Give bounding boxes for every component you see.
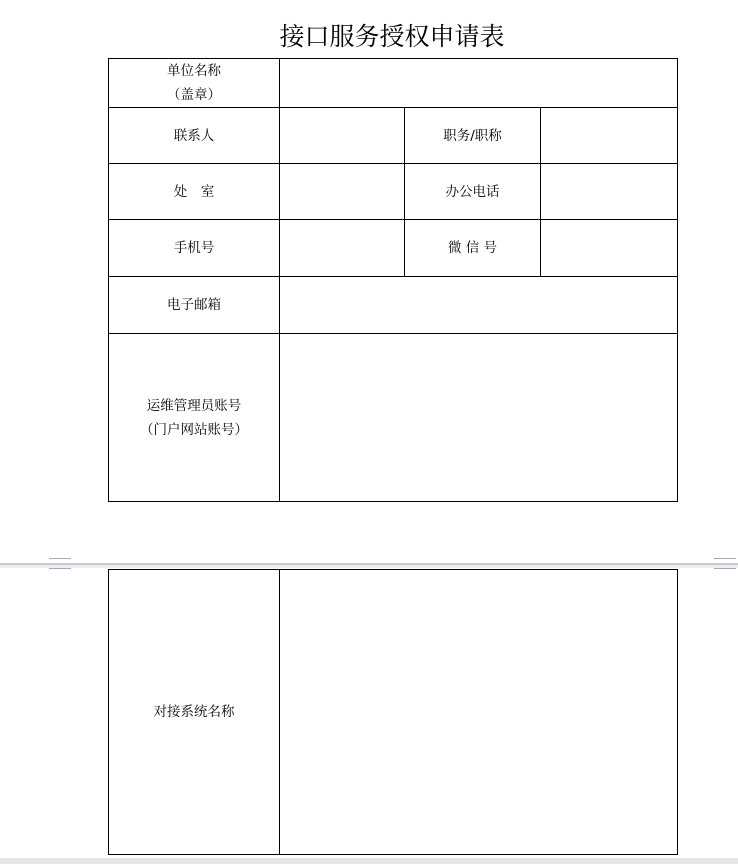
department-label: 处 室 (109, 164, 280, 220)
wechat-field[interactable] (541, 220, 678, 277)
row-mobile (109, 220, 678, 277)
unit-name-label (109, 59, 280, 108)
wechat-label: 微 信 号 (405, 220, 541, 277)
page-break-shadow (0, 565, 738, 568)
right-margin-marker (714, 558, 736, 569)
ops-admin-account-label-line1: 运维管理员账号 (146, 397, 242, 414)
page-bottom-edge (0, 858, 738, 864)
ops-admin-account-label-line2: （门户网站账号） (140, 421, 248, 438)
ops-admin-account-label (109, 334, 280, 502)
contact-person-label: 联系人 (109, 108, 280, 164)
application-form-table-continued (108, 569, 678, 855)
mobile-label: 手机号 (109, 220, 280, 277)
left-margin-marker (49, 558, 71, 569)
position-title-label: 职务/职称 (405, 108, 541, 164)
office-phone-field[interactable] (541, 164, 678, 220)
row-system-name (109, 570, 678, 855)
unit-name-label-line1: 单位名称 (167, 63, 221, 79)
department-field[interactable] (280, 164, 405, 220)
contact-person-field[interactable] (280, 108, 405, 164)
mobile-field[interactable] (280, 220, 405, 277)
email-label: 电子邮箱 (109, 277, 280, 334)
row-unit-name (109, 59, 678, 108)
row-email (109, 277, 678, 334)
row-ops-admin-account (109, 334, 678, 502)
row-contact (109, 108, 678, 164)
form-title: 接口服务授权申请表 (279, 22, 505, 51)
email-field[interactable] (280, 277, 678, 334)
application-form-table (108, 58, 678, 502)
system-name-field[interactable] (280, 570, 678, 855)
ops-admin-account-field[interactable] (280, 334, 678, 502)
unit-name-label-line2: （盖章） (167, 87, 221, 103)
system-name-label: 对接系统名称 (109, 570, 280, 855)
unit-name-field[interactable] (280, 59, 678, 108)
office-phone-label: 办公电话 (405, 164, 541, 220)
row-department (109, 164, 678, 220)
position-title-field[interactable] (541, 108, 678, 164)
